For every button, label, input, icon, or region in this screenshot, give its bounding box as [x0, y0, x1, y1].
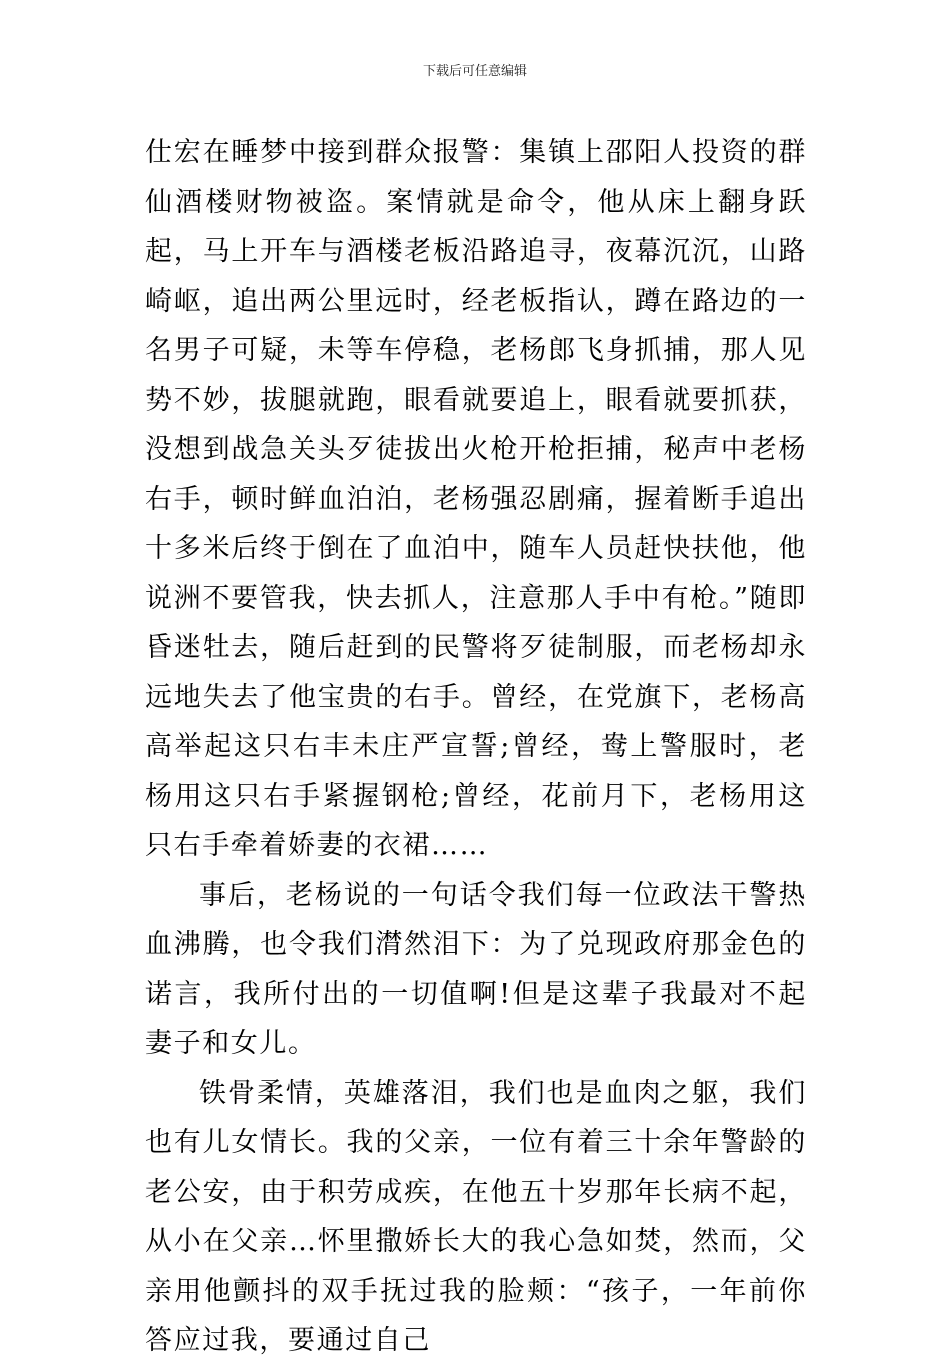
document-body [145, 128, 807, 1366]
page-header: 下载后可任意编辑 [422, 64, 527, 79]
paragraph-2: 事后，老杨说的一句话令我们每一位政法干警热血沸腾，也令我们潸然泪下：为了兑现政府那金色的诺言，我所付出的一切值啊!但是这辈子我最对不起妻子和女儿。 [145, 879, 807, 1059]
paragraph-1: 仕宏在睡梦中接到群众报警：集镇上邵阳人投资的群仙酒楼财物被盗。案情就是命令，他从床上翻身跃起，马上开车与酒楼老板沿路追寻，夜幕沉沉，山路崎岖，追出两公里远时，经老板指认，蹲在路边的一名男子可疑，未等车停稳，老杨郎飞身抓捕，那人见势不妙，拔腿就跑，眼看就要追上，眼看就要抓获，没想到战急关头歹徒拔出火枪开枪拒捕，秘声中老杨右手，顿时鲜血泊泊，老杨强忍剧痛，握着断手追出十多米后终于倒在了血泊中，随车人员赶快扶他，他说洲不要管我，快去抓人，注意那人手中有枪。”随即昏迷牡去，随后赶到的民警将歹徒制服，而老杨却永远地失去了他宝贵的右手。曾经，在党旗下，老杨高高举起这只右丰未庄严宣誓;曾经，鸯上警服时，老杨用这只右手紧握钢枪;曾经，花前月下，老杨用这只右手牵着娇妻的衣裙…… [145, 137, 807, 861]
paragraph-3: 铁骨柔情，英雄落泪，我们也是血肉之躯，我们也有儿女情长。我的父亲，一位有着三十余年警龄的老公安，由于积劳成疾，在他五十岁那年长病不起，从小在父亲…怀里撒娇长大的我心急如焚，然而，父亲用他颤抖的双手抚过我的脸颊：“孩子，一年前你答应过我，要通过自己 [145, 1077, 807, 1356]
